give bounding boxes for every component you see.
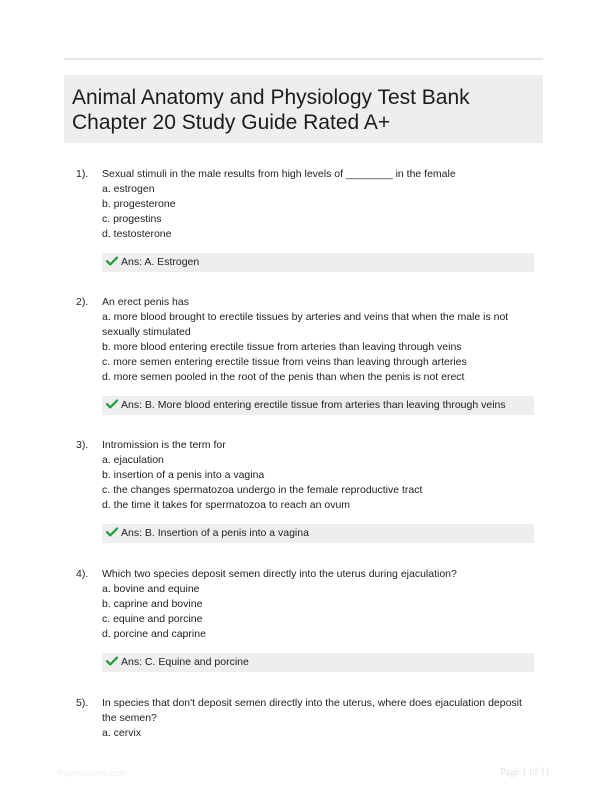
question-number: 3). (76, 439, 89, 451)
check-icon (106, 399, 118, 409)
question-number: 2). (76, 296, 89, 308)
answer-text: Ans: C. Equine and porcine (121, 656, 249, 668)
footer-page-number: Page 1 of 11 (500, 767, 550, 778)
choice-c: c. more semen entering erectile tissue from veins than leaving through arteries (102, 356, 467, 368)
answer-box-2 (102, 396, 534, 415)
check-icon (106, 656, 118, 666)
answer-text: Ans: B. More blood entering erectile tissue from arteries than leaving through veins (121, 399, 506, 411)
question-body (102, 295, 522, 385)
question-5 (76, 696, 546, 741)
document-title-line-2: Chapter 20 Study Guide Rated A+ (72, 111, 391, 134)
question-body (102, 567, 546, 642)
choice-d: d. the time it takes for spermatozoa to reach an ovum (102, 499, 351, 511)
question-number: 4). (76, 568, 89, 580)
choice-a: a. more blood brought to erectile tissues by arteries and veins that when the male is not sexually stimulated (102, 311, 509, 338)
question-stem: Intromission is the term for (102, 439, 226, 451)
question-stem: Which two species deposit semen directly into the uterus during ejaculation? (102, 568, 457, 580)
question-body (102, 167, 546, 242)
choice-a: a. ejaculation (102, 454, 164, 466)
choice-a: a. bovine and equine (102, 583, 200, 595)
answer-box-4 (102, 653, 534, 672)
choice-d: d. testosterone (102, 228, 172, 240)
choice-c: c. progestins (102, 213, 162, 225)
choice-c: c. equine and porcine (102, 613, 203, 625)
footer-site-watermark: PaperStudio.com (58, 768, 128, 778)
document-title-box (64, 75, 543, 143)
question-body (102, 438, 546, 513)
choice-d: d. more semen pooled in the root of the penis than when the penis is not erect (102, 371, 465, 383)
question-number: 1). (76, 168, 89, 180)
question-1 (76, 167, 546, 242)
choice-b: b. more blood entering erectile tissue from arteries than leaving through veins (102, 341, 462, 353)
question-stem: In species that don't deposit semen directly into the uterus, where does ejaculation deposit the semen? (102, 697, 522, 724)
choice-c: c. the changes spermatozoa undergo in the female reproductive tract (102, 484, 423, 496)
answer-box-1 (102, 253, 534, 272)
answer-text: Ans: A. Estrogen (121, 256, 200, 268)
choice-a: a. estrogen (102, 183, 155, 195)
check-icon (106, 527, 118, 537)
check-icon (106, 256, 118, 266)
choice-b: b. caprine and bovine (102, 598, 203, 610)
question-3 (76, 438, 546, 513)
question-body (102, 696, 536, 741)
question-stem: An erect penis has (102, 296, 189, 308)
document-title-line-1: Animal Anatomy and Physiology Test Bank (72, 86, 470, 109)
choice-d: d. porcine and caprine (102, 628, 206, 640)
question-stem: Sexual stimuli in the male results from high levels of ________ in the female (102, 168, 456, 180)
choice-a: a. cervix (102, 727, 142, 739)
question-4 (76, 567, 546, 642)
question-2 (76, 295, 546, 385)
choice-b: b. progesterone (102, 198, 176, 210)
answer-box-3 (102, 524, 534, 543)
question-number: 5). (76, 697, 89, 709)
answer-text: Ans: B. Insertion of a penis into a vagina (121, 527, 309, 539)
choice-b: b. insertion of a penis into a vagina (102, 469, 265, 481)
top-divider (64, 58, 543, 60)
